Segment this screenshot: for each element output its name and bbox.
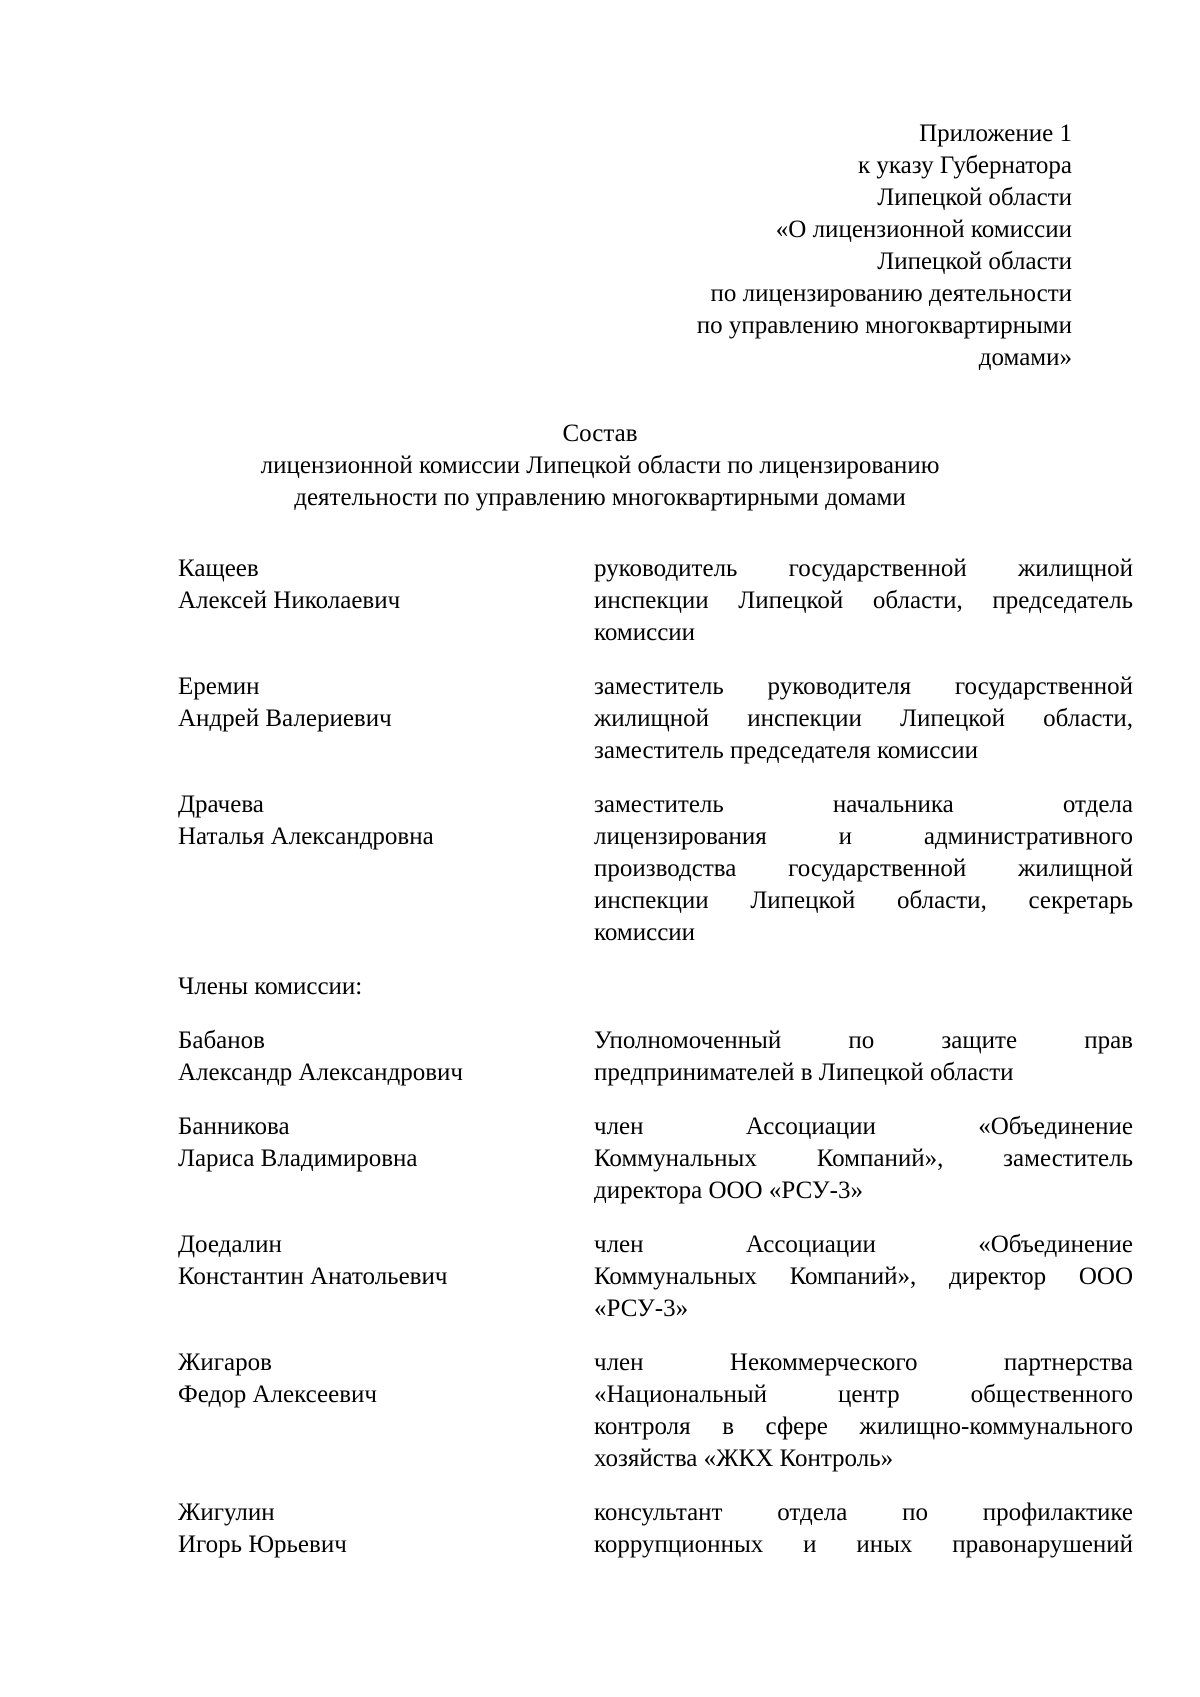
person-given-name: Федор Алексеевич xyxy=(178,1381,377,1408)
role-line: комиссии xyxy=(594,919,696,946)
person-given-name: Александр Александрович xyxy=(178,1059,463,1086)
role-line: Уполномоченный по защите прав xyxy=(594,1027,1133,1054)
title-heading: Состав xyxy=(562,420,638,447)
role-line: Коммунальных Компаний», директор ООО xyxy=(594,1263,1133,1290)
members-heading: Члены комиссии: xyxy=(178,973,363,1000)
person-given-name: Константин Анатольевич xyxy=(178,1263,448,1290)
roster-entry xyxy=(178,789,1133,949)
person-surname: Жигаров xyxy=(178,1349,272,1376)
person-surname: Драчева xyxy=(178,791,264,818)
role-line: заместитель руководителя государственной xyxy=(594,673,1133,700)
person-name xyxy=(178,789,594,949)
person-name xyxy=(178,1229,594,1325)
appendix-line: по управлению многоквартирными xyxy=(696,312,1072,339)
title-line: деятельности по управлению многоквартирными домами xyxy=(294,484,906,511)
person-name xyxy=(178,1025,594,1089)
person-name xyxy=(178,1347,594,1475)
role-line: член Некоммерческого партнерства xyxy=(594,1349,1133,1376)
role-line: директора ООО «РСУ-3» xyxy=(594,1177,863,1204)
role-line: комиссии xyxy=(594,619,696,646)
appendix-line: к указу Губернатора xyxy=(857,152,1072,179)
person-surname: Еремин xyxy=(178,673,260,700)
person-name xyxy=(178,1497,594,1561)
role-line: член Ассоциации «Объединение xyxy=(594,1231,1133,1258)
role-line: производства государственной жилищной xyxy=(594,855,1133,882)
title-line: лицензионной комиссии Липецкой области по лицензированию xyxy=(260,452,940,479)
role-line: заместитель начальника отдела xyxy=(594,791,1133,818)
role-line: жилищной инспекции Липецкой области, xyxy=(594,705,1133,732)
role-line: «РСУ-3» xyxy=(594,1295,689,1322)
roster-entry xyxy=(178,1111,1133,1207)
person-role xyxy=(594,789,1133,949)
roster-entry xyxy=(178,553,1133,649)
person-role xyxy=(594,1025,1133,1089)
role-line: коррупционных и иных правонарушений xyxy=(594,1531,1133,1558)
role-line: «Национальный центр общественного xyxy=(594,1381,1133,1408)
person-role xyxy=(594,553,1133,649)
person-given-name: Наталья Александровна xyxy=(178,823,434,850)
appendix-line: по лицензированию деятельности xyxy=(710,280,1072,307)
roster-entry xyxy=(178,1497,1133,1561)
roster-entry xyxy=(178,671,1133,767)
person-surname: Доедалин xyxy=(178,1231,282,1258)
appendix-line: Липецкой области xyxy=(877,184,1072,211)
appendix-line: Липецкой области xyxy=(877,248,1072,275)
role-line: консультант отдела по профилактике xyxy=(594,1499,1133,1526)
role-line: контроля в сфере жилищно-коммунального xyxy=(594,1413,1133,1440)
person-given-name: Игорь Юрьевич xyxy=(178,1531,347,1558)
role-line: лицензирования и административного xyxy=(594,823,1133,850)
person-surname: Банникова xyxy=(178,1113,290,1140)
role-line: хозяйства «ЖКХ Контроль» xyxy=(594,1445,894,1472)
role-line: инспекции Липецкой области, секретарь xyxy=(594,887,1133,914)
person-role xyxy=(594,1111,1133,1207)
person-role xyxy=(594,1497,1133,1561)
person-surname: Бабанов xyxy=(178,1027,265,1054)
appendix-header xyxy=(697,118,1072,374)
person-given-name: Андрей Валериевич xyxy=(178,705,392,732)
appendix-line: домами» xyxy=(978,344,1072,371)
role-line: член Ассоциации «Объединение xyxy=(594,1113,1133,1140)
person-given-name: Алексей Николаевич xyxy=(178,587,401,614)
person-name xyxy=(178,671,594,767)
person-role xyxy=(594,671,1133,767)
document-title xyxy=(0,418,1200,514)
person-name xyxy=(178,1111,594,1207)
roster-entry xyxy=(178,1025,1133,1089)
role-line: заместитель председателя комиссии xyxy=(594,737,979,764)
role-line: инспекции Липецкой области, председатель xyxy=(594,587,1133,614)
person-name xyxy=(178,553,594,649)
person-role xyxy=(594,1347,1133,1475)
person-surname: Кащеев xyxy=(178,555,259,582)
role-line: руководитель государственной жилищной xyxy=(594,555,1133,582)
role-line: Коммунальных Компаний», заместитель xyxy=(594,1145,1133,1172)
roster-entry xyxy=(178,1347,1133,1475)
person-given-name: Лариса Владимировна xyxy=(178,1145,418,1172)
role-line: предпринимателей в Липецкой области xyxy=(594,1059,1014,1086)
person-role xyxy=(594,1229,1133,1325)
person-surname: Жигулин xyxy=(178,1499,275,1526)
roster-entry xyxy=(178,1229,1133,1325)
appendix-line: «О лицензионной комиссии xyxy=(775,216,1072,243)
appendix-line: Приложение 1 xyxy=(919,120,1072,147)
commission-roster xyxy=(178,553,1133,1583)
